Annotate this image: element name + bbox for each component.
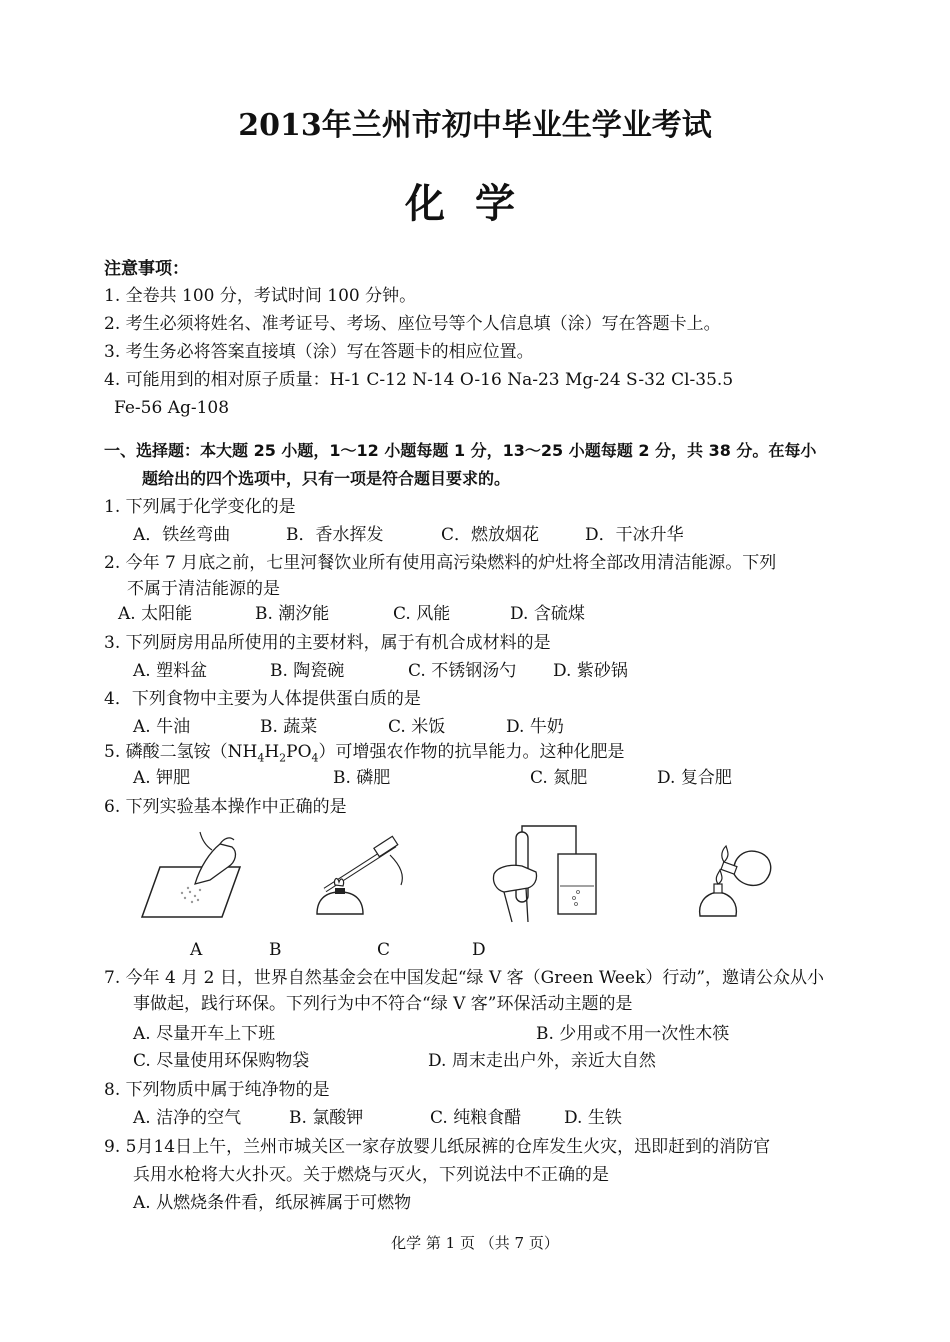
figure-b-heating-tube bbox=[305, 830, 415, 920]
figure-a-hand-on-paper bbox=[140, 822, 250, 922]
question-3-stem: 3. 下列厨房用品所使用的主要材料，属于有机合成材料的是 bbox=[104, 633, 551, 653]
question-7-stem: 7. 今年 4 月 2 日，世界自然基金会在中国发起“绿 V 客（Green Week）行动”，邀请公众从小 bbox=[104, 968, 825, 988]
figure-label-b: B bbox=[269, 940, 282, 960]
exam-title: 2013年兰州市初中毕业生学业考试 bbox=[238, 108, 712, 143]
figure-d-alcohol-lamp bbox=[690, 834, 780, 924]
q8-option-a: A. 洁净的空气 bbox=[133, 1108, 242, 1128]
question-9-stem: 9. 5月14日上午，兰州市城关区一家存放婴儿纸尿裤的仓库发生火灾，迅即赶到的消防官 bbox=[104, 1137, 771, 1157]
note-item: 1. 全卷共 100 分，考试时间 100 分钟。 bbox=[104, 286, 417, 306]
q1-option-c: C．燃放烟花 bbox=[441, 525, 540, 545]
q5-subscript: 4 bbox=[257, 751, 265, 765]
q4-option-a: A. 牛油 bbox=[133, 717, 191, 737]
question-4-stem: 4．下列食物中主要为人体提供蛋白质的是 bbox=[104, 689, 421, 709]
q3-option-a: A. 塑料盆 bbox=[133, 661, 208, 681]
q2-option-c: C. 风能 bbox=[393, 604, 451, 624]
q5-stem-mid: PO bbox=[286, 742, 312, 762]
figure-c-airtightness-check bbox=[488, 824, 603, 924]
figure-label-a: A bbox=[190, 940, 203, 960]
q5-stem-post: ）可增强农作物的抗旱能力。这种化肥是 bbox=[318, 742, 625, 762]
q7-option-a: A. 尽量开车上下班 bbox=[133, 1024, 276, 1044]
q8-option-b: B. 氯酸钾 bbox=[289, 1108, 364, 1128]
q5-option-b: B. 磷肥 bbox=[333, 768, 391, 788]
q9-option-a: A. 从燃烧条件看，纸尿裤属于可燃物 bbox=[133, 1193, 412, 1213]
q3-option-b: B. 陶瓷碗 bbox=[270, 661, 345, 681]
note-item: Fe-56 Ag-108 bbox=[114, 398, 230, 418]
note-item: 4. 可能用到的相对原子质量：H-1 C-12 N-14 O-16 Na-23 Mg-24 S-32 Cl-35.5 bbox=[104, 370, 734, 390]
page-footer: 化学 第 1 页 （共 7 页） bbox=[391, 1234, 559, 1252]
q2-option-d: D. 含硫煤 bbox=[510, 604, 585, 624]
q7-option-b: B. 少用或不用一次性木筷 bbox=[536, 1024, 730, 1044]
question-2-stem-cont: 不属于清洁能源的是 bbox=[127, 579, 280, 599]
question-6-stem: 6. 下列实验基本操作中正确的是 bbox=[104, 797, 347, 817]
q8-option-d: D. 生铁 bbox=[564, 1108, 622, 1128]
q5-subscript: 2 bbox=[279, 751, 287, 765]
q1-option-d: D．干冰升华 bbox=[585, 525, 684, 545]
q5-option-d: D. 复合肥 bbox=[657, 768, 732, 788]
subject-title: 化学 bbox=[405, 180, 545, 227]
question-8-stem: 8. 下列物质中属于纯净物的是 bbox=[104, 1080, 330, 1100]
q2-option-a: A. 太阳能 bbox=[118, 604, 193, 624]
q3-option-c: C. 不锈钢汤勺 bbox=[408, 661, 517, 681]
q2-option-b: B. 潮汐能 bbox=[255, 604, 330, 624]
question-7-stem-cont: 事做起，践行环保。下列行为中不符合“绿 V 客”环保活动主题的是 bbox=[133, 994, 633, 1014]
q3-option-d: D. 紫砂锅 bbox=[553, 661, 628, 681]
q5-option-a: A. 钾肥 bbox=[133, 768, 191, 788]
question-9-stem-cont: 兵用水枪将大火扑灭。关于燃烧与灭火，下列说法中不正确的是 bbox=[133, 1165, 609, 1185]
q1-option-b: B．香水挥发 bbox=[286, 525, 384, 545]
note-item: 3. 考生务必将答案直接填（涂）写在答题卡的相应位置。 bbox=[104, 342, 534, 362]
notes-heading: 注意事项： bbox=[104, 259, 189, 279]
note-item: 2. 考生必须将姓名、准考证号、考场、座位号等个人信息填（涂）写在答题卡上。 bbox=[104, 314, 721, 334]
section-heading-cont: 题给出的四个选项中，只有一项是符合题目要求的。 bbox=[142, 469, 511, 488]
figure-label-d: D bbox=[472, 940, 486, 960]
figure-label-c: C bbox=[377, 940, 391, 960]
q5-option-c: C. 氮肥 bbox=[530, 768, 588, 788]
q5-stem-mid: H bbox=[264, 742, 280, 762]
q7-option-c: C. 尽量使用环保购物袋 bbox=[133, 1051, 310, 1071]
q5-subscript: 4 bbox=[311, 751, 319, 765]
q8-option-c: C. 纯粮食醋 bbox=[430, 1108, 522, 1128]
question-1-stem: 1. 下列属于化学变化的是 bbox=[104, 497, 296, 517]
q4-option-b: B. 蔬菜 bbox=[260, 717, 318, 737]
question-2-stem: 2. 今年 7 月底之前，七里河餐饮业所有使用高污染燃料的炉灶将全部改用清洁能源。下列 bbox=[104, 553, 777, 573]
section-heading: 一、选择题：本大题 25 小题，1～12 小题每题 1 分，13～25 小题每题 2 分，共 38 分。在每小 bbox=[104, 441, 817, 460]
q7-option-d: D. 周末走出户外，亲近大自然 bbox=[428, 1051, 656, 1071]
q1-option-a: A．铁丝弯曲 bbox=[133, 525, 231, 545]
q4-option-d: D. 牛奶 bbox=[506, 717, 564, 737]
q4-option-c: C. 米饭 bbox=[388, 717, 446, 737]
q5-stem-pre: 5. 磷酸二氢铵（NH bbox=[104, 742, 258, 762]
